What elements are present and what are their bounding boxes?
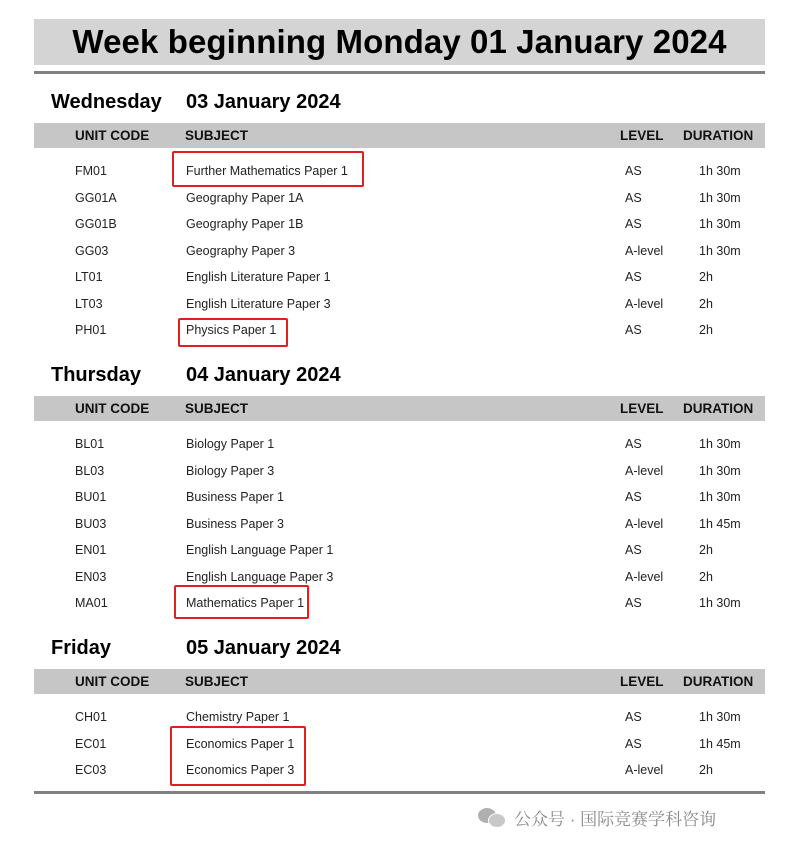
header-level: LEVEL	[620, 674, 664, 689]
level: AS	[625, 710, 642, 724]
duration: 1h 30m	[699, 164, 741, 178]
unit-code: GG01A	[75, 191, 117, 205]
highlight-box-mathematics	[174, 585, 309, 619]
header-unit-code: UNIT CODE	[75, 401, 150, 416]
unit-code: GG01B	[75, 217, 117, 231]
level: A-level	[625, 464, 664, 478]
table-row	[0, 292, 812, 318]
table-row	[0, 512, 812, 538]
day-date-thursday: 04 January 2024	[186, 364, 341, 386]
level: AS	[625, 323, 642, 337]
duration: 1h 30m	[699, 464, 741, 478]
duration: 1h 30m	[699, 596, 741, 610]
day-name-friday: Friday	[51, 637, 112, 659]
unit-code: CH01	[75, 710, 107, 724]
unit-code: BU01	[75, 490, 107, 504]
header-unit-code: UNIT CODE	[75, 674, 150, 689]
subject: Biology Paper 1	[186, 437, 275, 451]
header-level: LEVEL	[620, 401, 664, 416]
table-row	[0, 432, 812, 458]
duration: 1h 30m	[699, 244, 741, 258]
table-row	[0, 565, 812, 591]
subject: Business Paper 3	[186, 517, 284, 531]
level: AS	[625, 270, 642, 284]
unit-code: LT01	[75, 270, 103, 284]
watermark	[478, 802, 798, 832]
header-subject: SUBJECT	[185, 128, 249, 143]
column-header-row	[34, 396, 765, 421]
unit-code: BL03	[75, 464, 105, 478]
title-divider	[34, 71, 765, 74]
subject: Business Paper 1	[186, 490, 284, 504]
level: AS	[625, 217, 642, 231]
unit-code: EN01	[75, 543, 107, 557]
duration: 1h 45m	[699, 517, 741, 531]
day-date-friday: 05 January 2024	[186, 637, 341, 659]
subject: English Literature Paper 1	[186, 270, 331, 284]
column-header-row	[34, 123, 765, 148]
duration: 1h 30m	[699, 217, 741, 231]
unit-code: LT03	[75, 297, 103, 311]
wechat-icon	[478, 806, 506, 828]
unit-code: PH01	[75, 323, 107, 337]
table-row	[0, 538, 812, 564]
unit-code: EC03	[75, 763, 107, 777]
unit-code: BU03	[75, 517, 107, 531]
level: A-level	[625, 244, 664, 258]
day-date-wednesday: 03 January 2024	[186, 91, 341, 113]
highlight-box-economics	[170, 726, 306, 786]
level: AS	[625, 164, 642, 178]
column-header-row	[34, 669, 765, 694]
day-name-wednesday: Wednesday	[51, 91, 162, 113]
subject: Biology Paper 3	[186, 464, 275, 478]
header-duration: DURATION	[683, 128, 754, 143]
unit-code: EC01	[75, 737, 107, 751]
table-row	[0, 239, 812, 265]
subject: English Language Paper 1	[186, 543, 334, 557]
subject: Geography Paper 3	[186, 244, 296, 258]
header-level: LEVEL	[620, 128, 664, 143]
duration: 1h 30m	[699, 437, 741, 451]
subject: Further Mathematics Paper 1	[186, 164, 348, 178]
table-row	[0, 485, 812, 511]
subject: Chemistry Paper 1	[186, 710, 290, 724]
table-row	[0, 459, 812, 485]
duration: 2h	[699, 543, 713, 557]
header-duration: DURATION	[683, 401, 754, 416]
day-name-thursday: Thursday	[51, 364, 142, 386]
table-row	[0, 159, 812, 185]
unit-code: MA01	[75, 596, 108, 610]
level: AS	[625, 737, 642, 751]
duration: 2h	[699, 270, 713, 284]
level: A-level	[625, 570, 664, 584]
table-row	[0, 318, 812, 344]
level: AS	[625, 191, 642, 205]
duration: 1h 30m	[699, 490, 741, 504]
duration: 2h	[699, 323, 713, 337]
level: AS	[625, 596, 642, 610]
level: AS	[625, 437, 642, 451]
duration: 1h 30m	[699, 191, 741, 205]
table-row	[0, 591, 812, 617]
level: AS	[625, 543, 642, 557]
duration: 1h 45m	[699, 737, 741, 751]
unit-code: GG03	[75, 244, 109, 258]
duration: 2h	[699, 297, 713, 311]
level: A-level	[625, 297, 664, 311]
subject: Geography Paper 1B	[186, 217, 304, 231]
table-row	[0, 758, 812, 784]
subject: Mathematics Paper 1	[186, 596, 305, 610]
highlight-box-physics	[178, 318, 288, 347]
bottom-divider	[34, 791, 765, 794]
table-row	[0, 705, 812, 731]
unit-code: EN03	[75, 570, 107, 584]
subject: Geography Paper 1A	[186, 191, 304, 205]
subject: English Language Paper 3	[186, 570, 334, 584]
level: AS	[625, 490, 642, 504]
duration: 1h 30m	[699, 710, 741, 724]
header-duration: DURATION	[683, 674, 754, 689]
level: A-level	[625, 763, 664, 777]
table-row	[0, 212, 812, 238]
table-row	[0, 186, 812, 212]
highlight-box-further-mathematics	[172, 151, 364, 187]
watermark-text: 公众号 · 国际竞赛学科咨询	[514, 809, 717, 829]
unit-code: BL01	[75, 437, 105, 451]
header-unit-code: UNIT CODE	[75, 128, 150, 143]
duration: 2h	[699, 570, 713, 584]
level: A-level	[625, 517, 664, 531]
duration: 2h	[699, 763, 713, 777]
header-subject: SUBJECT	[185, 674, 249, 689]
page-title: Week beginning Monday 01 January 2024	[34, 19, 765, 65]
unit-code: FM01	[75, 164, 107, 178]
header-subject: SUBJECT	[185, 401, 249, 416]
table-row	[0, 732, 812, 758]
subject: Economics Paper 1	[186, 737, 295, 751]
subject: English Literature Paper 3	[186, 297, 331, 311]
subject: Physics Paper 1	[186, 323, 277, 337]
table-row	[0, 265, 812, 291]
subject: Economics Paper 3	[186, 763, 295, 777]
